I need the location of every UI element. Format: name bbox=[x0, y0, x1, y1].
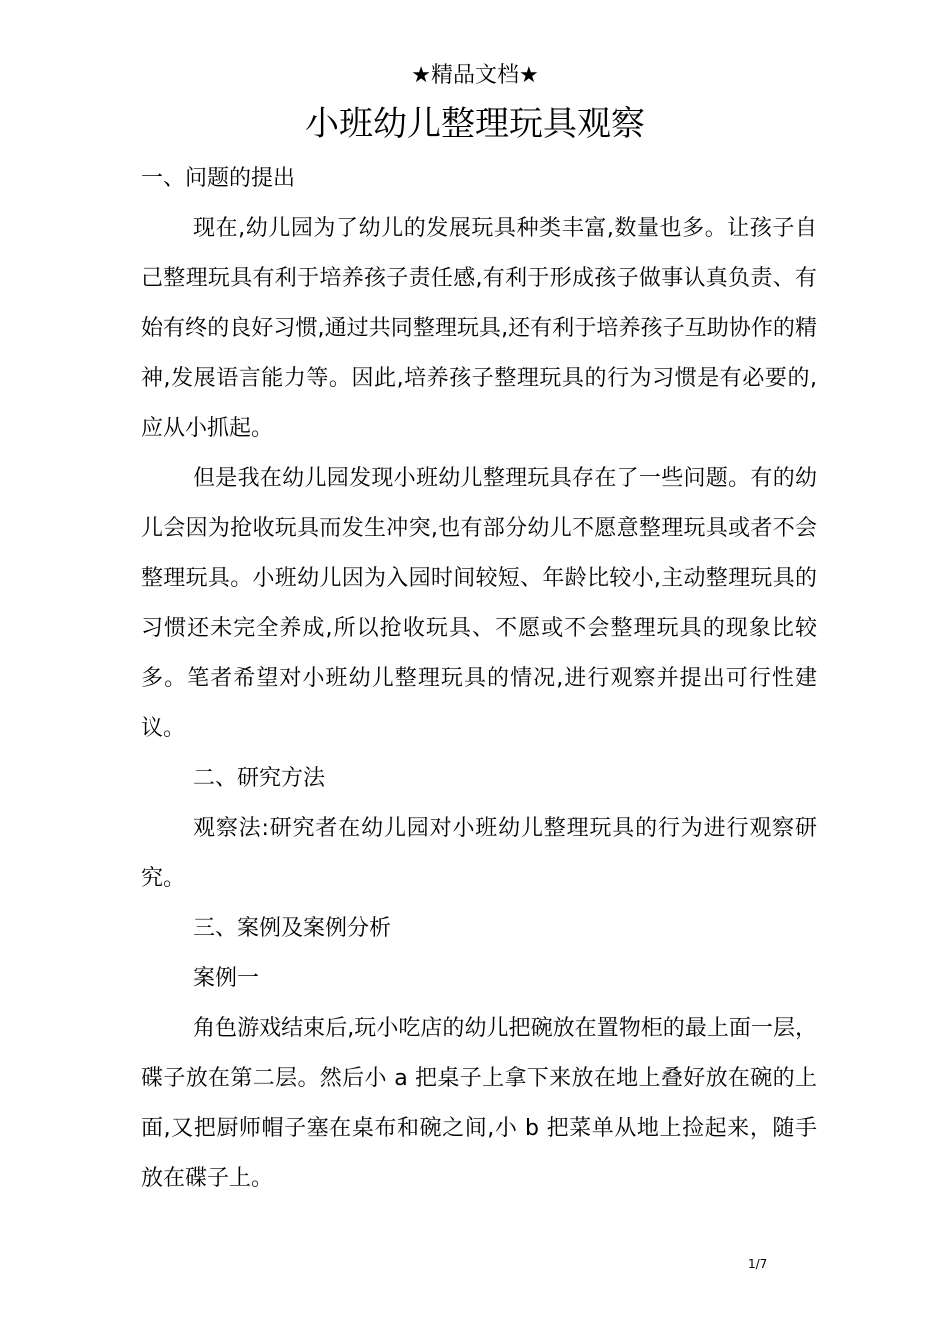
page-number: 1/7 bbox=[748, 1257, 768, 1271]
paragraph: 观察法:研究者在幼儿园对小班幼儿整理玩具的行为进行观察研究。 bbox=[141, 816, 817, 891]
section-heading-problem: 一、问题的提出 bbox=[141, 166, 296, 191]
document-title: 小班幼儿整理玩具观察 bbox=[305, 104, 645, 144]
paragraph: 角色游戏结束后,玩小吃店的幼儿把碗放在置物柜的最上面一层，碟子放在第二层。然后小 a 把桌子上拿下来放在地上叠好放在碗的上面,又把厨师帽子塞在桌布和碗之间,小 b 把菜单从地上捡起来，随手放在碟子上。 bbox=[141, 1016, 817, 1191]
section-heading-cases: 三、案例及案例分析 bbox=[193, 916, 392, 941]
document-body bbox=[141, 154, 817, 1204]
document-header: ★精品文档★ bbox=[411, 63, 539, 88]
paragraph: 但是我在幼儿园发现小班幼儿整理玩具存在了一些问题。有的幼儿会因为抢收玩具而发生冲突,也有部分幼儿不愿意整理玩具或者不会整理玩具。小班幼儿因为入园时间较短、年龄比较小,主动整理玩具的习惯还未完全养成,所以抢收玩具、不愿或不会整理玩具的现象比较多。笔者希望对小班幼儿整理玩具的情况,进行观察并提出可行性建议。 bbox=[141, 466, 817, 741]
paragraph: 现在,幼儿园为了幼儿的发展玩具种类丰富,数量也多。让孩子自己整理玩具有利于培养孩子责任感,有利于形成孩子做事认真负责、有始有终的良好习惯,通过共同整理玩具,还有利于培养孩子互助协作的精神,发展语言能力等。因此,培养孩子整理玩具的行为习惯是有必要的,应从小抓起。 bbox=[141, 216, 817, 441]
case-heading: 案例一 bbox=[193, 966, 260, 991]
section-heading-method: 二、研究方法 bbox=[193, 766, 326, 791]
